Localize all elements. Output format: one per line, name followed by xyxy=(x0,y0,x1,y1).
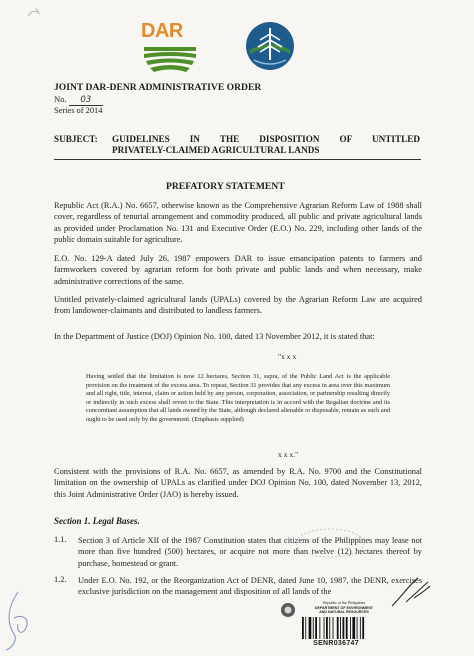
barcode-bar xyxy=(326,617,328,639)
denr-receiving-stamp xyxy=(280,600,390,652)
denr-logo-icon xyxy=(244,20,296,72)
order-number-value: 03 xyxy=(69,95,103,106)
item-1-1-text: Section 3 of Article XII of the 1987 Constitution states that citizens of the Philippines may lease not more than five hundred (500) hectares, or acquire not more than twelve (12) hectares thereof by purchase, homestead or grant. xyxy=(78,536,422,568)
barcode-bar xyxy=(313,617,314,639)
barcode-bar xyxy=(343,617,345,639)
barcode-bar xyxy=(309,617,312,639)
barcode-bar xyxy=(357,617,358,639)
dar-logo-text: DAR xyxy=(141,20,183,42)
barcode-bar xyxy=(346,617,348,639)
subject-divider xyxy=(54,159,421,160)
subject-line-1: GUIDELINES IN THE DISPOSITION OF UNTITLED xyxy=(112,134,420,144)
barcode-bar xyxy=(333,617,334,639)
page-corner-mark xyxy=(26,6,46,20)
barcode-bar xyxy=(362,617,364,639)
prefatory-title: PREFATORY STATEMENT xyxy=(166,181,285,192)
barcode xyxy=(302,617,370,639)
barcode-bar xyxy=(352,617,355,639)
barcode-bar xyxy=(360,617,361,639)
item-1-2-text: Under E.O. No. 192, or the Reorganization Act of DENR, dated June 10, 1987, the DENR, exercises exclusive jurisdiction on the management and disposition of all lands of the xyxy=(78,576,422,597)
paragraph-3: Untitled privately-claimed agricultural lands (UPALs) covered by the Agrarian Reform Law are acquired from landowner-claimants and distributed to landless farmers. xyxy=(54,295,422,316)
barcode-bar xyxy=(324,617,325,639)
barcode-bar xyxy=(350,617,351,639)
item-1-2-number: 1.2. xyxy=(54,575,67,584)
barcode-bar xyxy=(305,617,306,639)
stamp-line-3: AND NATURAL RESOURCES xyxy=(319,610,369,614)
barcode-bar xyxy=(319,617,320,639)
paragraph-2: E.O. No. 129-A dated July 26, 1987 empowers DAR to issue emancipation patents to farmers and farmworkers covered by agrarian reform for both private and public lands and when necessary, make administrative corrections of the same. xyxy=(54,254,422,286)
dar-logo xyxy=(140,20,200,78)
section-1-heading: Section 1. Legal Bases. xyxy=(54,516,140,526)
denr-logo xyxy=(244,20,296,72)
consistent-paragraph: Consistent with the provisions of R.A. No. 6657, as amended by R.A. No. 9700 and the Constitutional limitation on the ownership of UPALs as clarified under DOJ Opinion No. 100, dated November 13, 2012, this Joint Administrative Order (JAO) is hereby issued. xyxy=(54,467,422,499)
dar-logo-fields-icon xyxy=(142,45,198,75)
quote-body: Having settled that the limitation is now 12 hectares, Section 31, supra, of the Public Land Act is the applicable provision on the treatment of the excess area. To repeat, Section 31 provides that any excess in area over this maximum and all right, title, interest, claim or action held by any person, corporation, association, or partnership resulting directly or indirectly in such excess shall revert to the State. This interpretation is in accord with the Regalian doctrine and its concomitant assumption that all lands owned by the State, although declared alienable or disposable, remain as such and ought to be used only by the government. (Emphasis supplied) xyxy=(86,373,390,423)
subject-label: SUBJECT: xyxy=(54,134,98,144)
received-stamp-mark xyxy=(290,523,370,563)
item-1-1-number: 1.1. xyxy=(54,535,67,544)
barcode-bar xyxy=(329,617,330,639)
order-series: Series of 2014 xyxy=(54,106,103,115)
handwritten-signature-left xyxy=(2,588,36,654)
quote-open: "x x x xyxy=(278,352,297,361)
barcode-bar xyxy=(302,617,304,639)
barcode-bar xyxy=(337,617,339,639)
handwritten-signature-right xyxy=(388,572,434,612)
barcode-bar xyxy=(315,617,317,639)
paragraph-4: In the Department of Justice (DOJ) Opinion No. 100, dated 13 November 2012, it is stated that: xyxy=(54,332,375,341)
order-number-line xyxy=(54,94,103,106)
barcode-number: SENR036747 xyxy=(313,640,359,647)
order-number-label: No. xyxy=(54,94,67,104)
barcode-bar xyxy=(340,617,341,639)
stamp-line-1: Republic of the Philippines xyxy=(322,601,366,605)
stamp-line-2: DEPARTMENT OF ENVIRONMENT xyxy=(314,605,374,610)
denr-seal-icon xyxy=(280,602,296,618)
order-title: JOINT DAR-DENR ADMINISTRATIVE ORDER xyxy=(54,82,262,93)
quote-close: x x x." xyxy=(278,450,299,459)
paragraph-1: Republic Act (R.A.) No. 6657, otherwise known as the Comprehensive Agrarian Reform Law of 1988 shall cover, regardless of tenurial arrangement and commodity produced, all public and private agricultural lands as provided under Proclamation No. 131 and Executive Order (E.O.) No. 229, including other lands of the public domain suitable for agriculture. xyxy=(54,201,422,244)
subject-line-2: PRIVATELY-CLAIMED AGRICULTURAL LANDS xyxy=(112,145,320,155)
